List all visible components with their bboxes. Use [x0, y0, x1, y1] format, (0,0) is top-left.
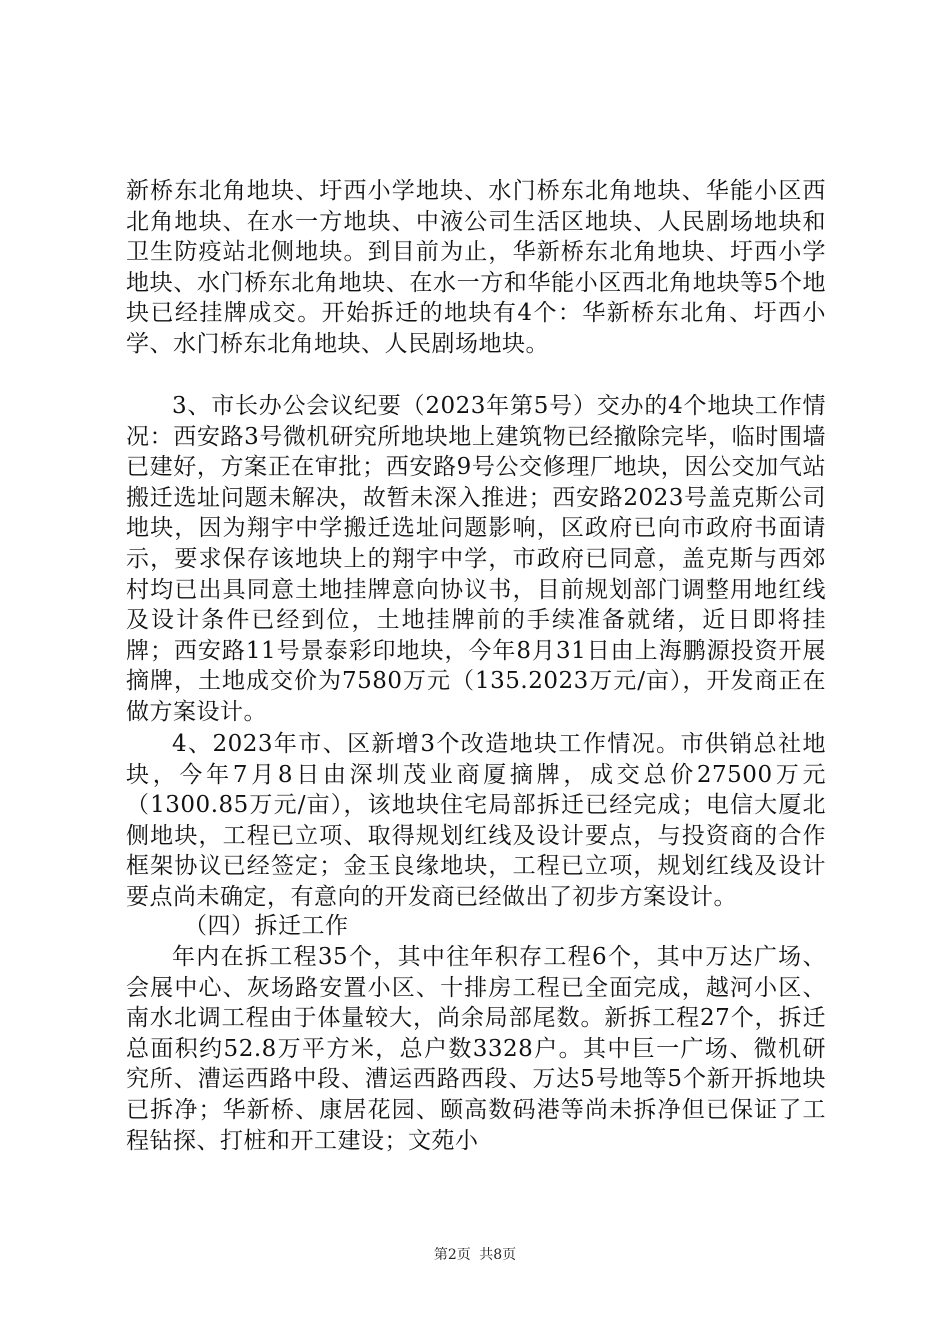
section-heading-demolition: （四）拆迁工作 [184, 913, 349, 939]
paragraph-demolition-work: 年内在拆工程35个，其中往年积存工程6个，其中万达广场、会展中心、灰场路安置小区、十排房工程已全面完成，越河小区、南水北调工程由于体量较大，尚余局部尾数。新拆工程27个，拆迁总面积约52.8万平方米，总户数3328户。其中巨一广场、微机研究所、漕运西路中段、漕运西路西段、万达5号地等5个新开拆地块已拆净；华新桥、康居花园、颐高数码港等尚未拆净但已保证了工程钻探、打桩和开工建设；文苑小 [126, 944, 826, 1154]
paragraph-mayor-meeting-parcels: 3、市长办公会议纪要（2023年第5号）交办的4个地块工作情况：西安路3号微机研究所地块地上建筑物已经撤除完毕，临时围墙已建好，方案正在审批；西安路9号公交修理厂地块，因公交加气站搬迁选址问题未解决，故暂未深入推进；西安路2023号盖克斯公司地块，因为翔宇中学搬迁选址问题影响，区政府已向市政府书面请示，要求保存该地块上的翔宇中学，市政府已同意，盖克斯与西郊村均已出具同意土地挂牌意向协议书，目前规划部门调整用地红线及设计条件已经到位，土地挂牌前的手续准备就绪，近日即将挂牌；西安路11号景泰彩印地块，今年8月31日由上海鹏源投资开展摘牌，土地成交价为7580万元（135.2023万元/亩），开发商正在做方案设计。 [126, 393, 826, 725]
page-total: 共8页 [479, 1247, 517, 1263]
page-footer [0, 1244, 950, 1264]
paragraph-land-parcels-continued: 新桥东北角地块、圩西小学地块、水门桥东北角地块、华能小区西北角地块、在水一方地块、中液公司生活区地块、人民剧场地块和卫生防疫站北侧地块。到目前为止，华新桥东北角地块、圩西小学地块、水门桥东北角地块、在水一方和华能小区西北角地块等5个地块已经挂牌成交。开始拆迁的地块有4个：华新桥东北角、圩西小学、水门桥东北角地块、人民剧场地块。 [126, 178, 826, 357]
paragraph-new-renovation-parcels: 4、2023年市、区新增3个改造地块工作情况。市供销总社地块，今年7月8日由深圳茂业商厦摘牌，成交总价27500万元（1300.85万元/亩），该地块住宅局部拆迁已经完成；电信大厦北侧地块，工程已立项、取得规划红线及设计要点，与投资商的合作框架协议已经签定；金玉良缘地块，工程已立项，规划红线及设计要点尚未确定，有意向的开发商已经做出了初步方案设计。 [126, 731, 826, 910]
page-number: 第2页 [433, 1247, 471, 1263]
